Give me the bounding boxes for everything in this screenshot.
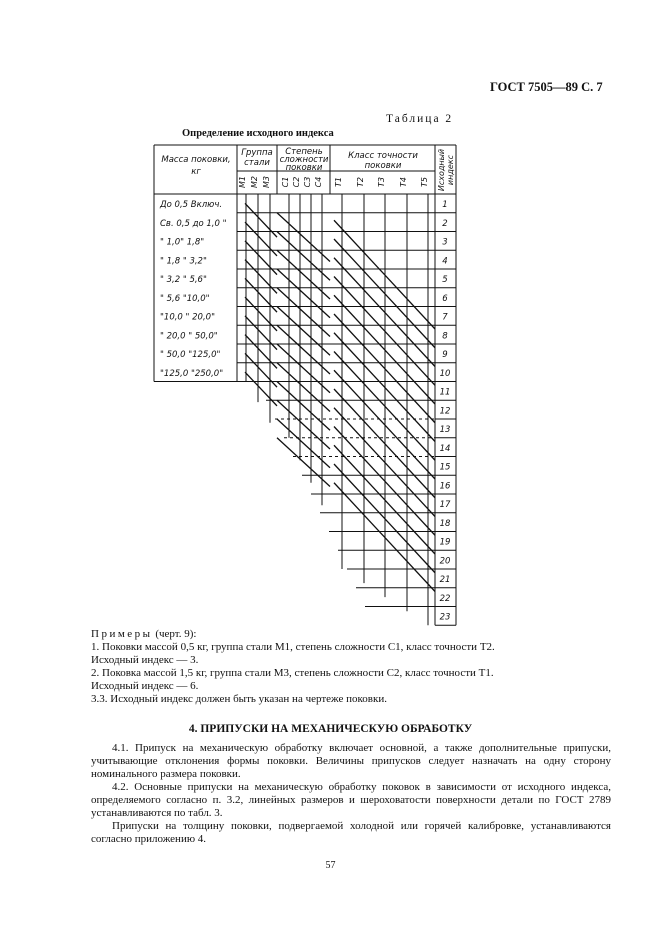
accuracy-class-label: Т1 bbox=[334, 177, 343, 187]
index-label: 9 bbox=[442, 350, 448, 360]
steel-group-label: М2 bbox=[250, 176, 259, 188]
index-label: 13 bbox=[439, 425, 451, 435]
mass-row-labels bbox=[159, 200, 227, 379]
steel-diagonal bbox=[245, 222, 277, 256]
index-label: 15 bbox=[439, 462, 451, 473]
complexity-label: С1 bbox=[281, 176, 290, 188]
index-label: 20 bbox=[439, 556, 451, 567]
mass-row-label: " 3,2 " 5,6" bbox=[160, 275, 207, 285]
index-label: 18 bbox=[439, 518, 451, 529]
table-subheader-text bbox=[238, 176, 429, 188]
mass-row-label: " 5,6 "10,0" bbox=[160, 293, 210, 304]
index-label: 2 bbox=[442, 218, 448, 229]
steel-diagonal bbox=[245, 241, 277, 275]
index-header: индекс bbox=[446, 154, 455, 186]
index-label: 8 bbox=[442, 331, 448, 342]
accuracy-header: Класс точности bbox=[348, 151, 418, 161]
example-line: 1. Поковки массой 0,5 кг, группа стали М1, степень сложности С1, класс точности Т2. bbox=[91, 641, 495, 653]
steel-group-header: стали bbox=[244, 158, 270, 168]
index-label: 23 bbox=[439, 612, 451, 623]
example-line: Исходный индекс — 3. bbox=[91, 654, 199, 666]
mass-row-label: "10,0 " 20,0" bbox=[160, 312, 215, 323]
index-label: 5 bbox=[442, 275, 448, 285]
accuracy-class-label: Т5 bbox=[420, 177, 429, 187]
steel-group-label: М1 bbox=[238, 176, 247, 188]
complexity-label: С2 bbox=[292, 176, 301, 188]
accuracy-header: поковки bbox=[364, 161, 402, 171]
accuracy-class-label: Т4 bbox=[399, 177, 408, 187]
steel-diagonal bbox=[245, 316, 277, 350]
examples-heading: Примеры bbox=[91, 628, 153, 640]
index-label: 17 bbox=[439, 500, 451, 510]
accuracy-class-label: Т3 bbox=[377, 177, 386, 187]
complexity-header: сложности bbox=[279, 155, 329, 165]
index-label: 22 bbox=[439, 593, 451, 604]
index-label: 6 bbox=[442, 293, 448, 304]
steel-group-label: М3 bbox=[262, 176, 271, 188]
example-line: Исходный индекс — 6. bbox=[91, 680, 199, 692]
steel-diagonal bbox=[245, 297, 277, 331]
page-header: ГОСТ 7505—89 С. 7 bbox=[490, 80, 603, 94]
examples-block bbox=[91, 628, 611, 706]
index-label: 14 bbox=[439, 443, 451, 454]
index-label: 1 bbox=[442, 200, 448, 210]
index-label: 16 bbox=[439, 481, 451, 492]
steel-diagonal bbox=[245, 335, 277, 369]
table-title: Определение исходного индекса bbox=[182, 128, 334, 139]
mass-header: кг bbox=[191, 167, 201, 177]
index-header: Исходный bbox=[437, 148, 446, 192]
index-label: 12 bbox=[439, 406, 451, 417]
table-grid bbox=[154, 145, 456, 625]
steel-diagonal bbox=[245, 260, 277, 294]
example-line: 2. Поковка массой 1,5 кг, группа стали М3, степень сложности С2, класс точности Т1. bbox=[91, 667, 494, 679]
mass-row-label: " 1,8 " 3,2" bbox=[160, 256, 207, 267]
paragraph-4-2: 4.2. Основные припуски на механическую обработку поковок в зависимости от исходного индекса, определяемого согласно п. 3.2, линейных размеров и шероховатости поверхности детали по ГОСТ 2789 устанавливаются по табл. 3. bbox=[91, 781, 611, 819]
index-label: 3 bbox=[442, 237, 448, 248]
mass-row-label: До 0,5 Включ. bbox=[160, 200, 223, 210]
table-caption: Таблица 2 bbox=[386, 113, 454, 125]
index-label: 19 bbox=[439, 537, 451, 548]
mass-row-label: " 1,0" 1,8" bbox=[160, 237, 205, 248]
steel-diagonal bbox=[245, 203, 277, 237]
section4-body bbox=[91, 742, 611, 846]
examples-heading-suffix: (черт. 9): bbox=[152, 628, 197, 640]
paragraph-4-2-cont: Припуски на толщину поковки, подвергаемой холодной или горячей калибровке, устанавливаются согласно приложению 4. bbox=[91, 820, 611, 845]
mass-row-label: Св. 0,5 до 1,0 " bbox=[160, 218, 227, 229]
paragraph-4-1: 4.1. Припуск на механическую обработку включает основной, а также дополнительные припуски, учитывающие отклонения формы поковки. Величины припусков следует назначать на одну сторону номинального размера поковки. bbox=[91, 742, 611, 780]
index-label: 10 bbox=[439, 368, 451, 379]
accuracy-class-label: Т2 bbox=[356, 177, 365, 187]
complexity-header: поковки bbox=[285, 163, 323, 173]
complexity-label: С3 bbox=[303, 176, 312, 188]
steel-diagonal bbox=[245, 372, 277, 406]
steel-diagonal bbox=[245, 353, 277, 387]
index-label: 7 bbox=[442, 312, 448, 323]
index-label: 21 bbox=[439, 575, 451, 585]
mass-row-label: " 50,0 "125,0" bbox=[160, 350, 221, 360]
steel-group-header: Группа bbox=[241, 148, 273, 158]
complexity-header: Степень bbox=[285, 147, 323, 157]
page-number: 57 bbox=[325, 860, 336, 871]
index-label: 11 bbox=[439, 387, 451, 398]
index-labels bbox=[440, 200, 451, 623]
index-label: 4 bbox=[442, 256, 448, 267]
section-heading: 4. ПРИПУСКИ НА МЕХАНИЧЕСКУЮ ОБРАБОТКУ bbox=[188, 723, 473, 735]
mass-row-label: " 20,0 " 50,0" bbox=[160, 331, 218, 342]
mass-row-label: "125,0 "250,0" bbox=[160, 368, 224, 379]
steel-diagonal bbox=[245, 278, 277, 312]
mass-header: Масса поковки, bbox=[161, 155, 231, 165]
paragraph-3-3: 3.3. Исходный индекс должен быть указан на чертеже поковки. bbox=[91, 693, 387, 705]
complexity-label: С4 bbox=[314, 176, 323, 188]
